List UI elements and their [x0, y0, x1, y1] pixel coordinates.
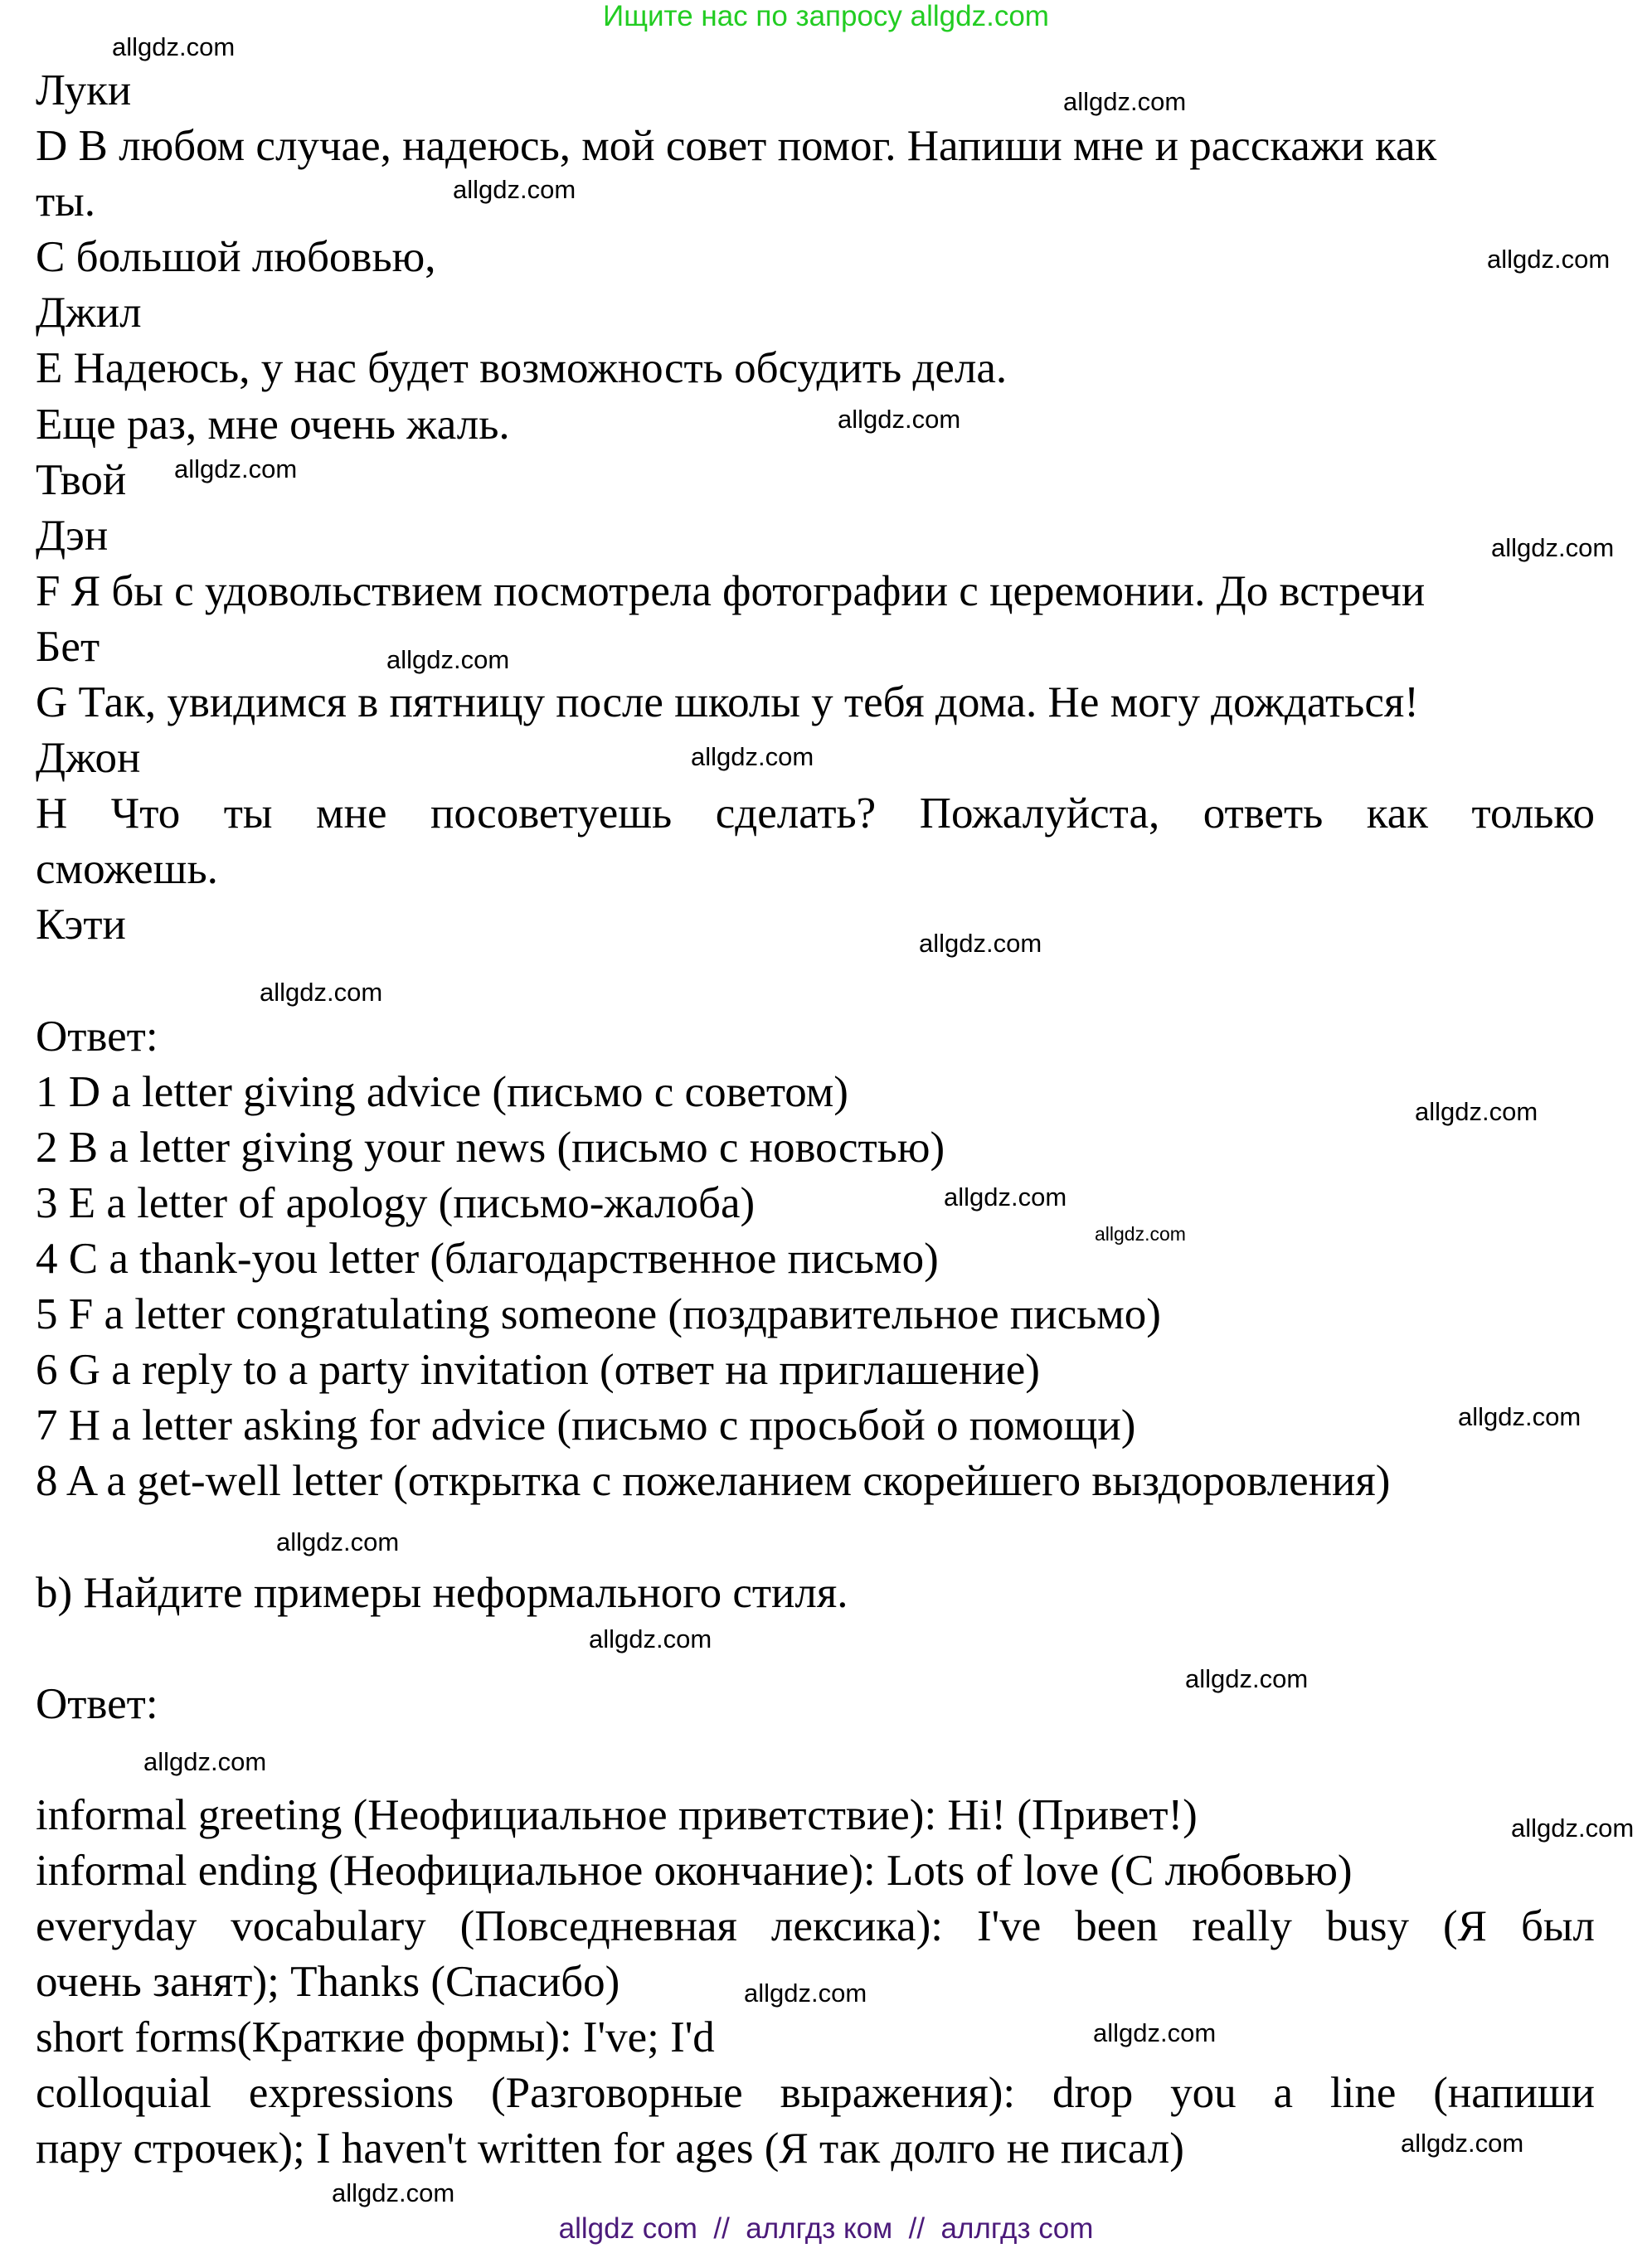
task-heading: b) Найдите примеры неформального стиля. [36, 1568, 848, 1617]
watermark: allgdz.com [944, 1182, 1067, 1211]
watermark: allgdz.com [1093, 2018, 1217, 2047]
text-line: Кэти [36, 901, 126, 949]
watermark: allgdz.com [838, 405, 961, 434]
answer-item: 1 D a letter giving advice (письмо с советом) [36, 1067, 848, 1116]
answer-line: пару строчек); I haven't written for ages (Я так долго не писал) [36, 2124, 1184, 2173]
answer-line: очень занят); Thanks (Спасибо) [36, 1958, 620, 2007]
text-line: Джон [36, 734, 141, 783]
watermark: allgdz.com [260, 978, 383, 1007]
watermark: allgdz.com [1401, 2129, 1524, 2158]
text-line: С большой любовью, [36, 233, 436, 282]
text-line: Джил [36, 289, 142, 337]
answer-label: Ответ: [36, 1012, 158, 1061]
answer-item: 8 A a get-well letter (открытка с пожеланием скорейшего выздоровления) [36, 1457, 1391, 1506]
top-banner: Ищите нас по запросу allgdz.com [603, 0, 1049, 32]
answer-item: 6 G a reply to a party invitation (ответ на приглашение) [36, 1346, 1040, 1395]
watermark: allgdz.com [386, 645, 510, 674]
watermark: allgdz.com [1095, 1223, 1186, 1245]
watermark: allgdz.com [1415, 1097, 1538, 1126]
watermark: allgdz.com [332, 2178, 455, 2207]
text-line: G Так, увидимся в пятницу после школы у тебя дома. Не могу дождаться! [36, 678, 1419, 727]
answer-item: 4 C a thank-you letter (благодарственное письмо) [36, 1234, 939, 1283]
text-line: Еще раз, мне очень жаль. [36, 400, 510, 449]
watermark: allgdz.com [112, 32, 236, 61]
watermark: allgdz.com [1511, 1814, 1635, 1843]
watermark: allgdz.com [1491, 533, 1615, 562]
watermark: allgdz.com [1487, 245, 1611, 274]
text-line: F Я бы с удовольствием посмотрела фотографии с церемонии. До встречи [36, 566, 1426, 615]
answer-line: informal greeting (Неофициальное приветствие): Hi! (Привет!) [36, 1790, 1198, 1839]
watermark: allgdz.com [1185, 1664, 1309, 1693]
watermark: allgdz.com [276, 1527, 400, 1556]
watermark: allgdz.com [919, 929, 1042, 958]
answer-line: informal ending (Неофициальное окончание): Lots of love (С любовью) [36, 1847, 1353, 1895]
answer-item: 2 B a letter giving your news (письмо с новостью) [36, 1123, 945, 1172]
document-body [36, 63, 1595, 2178]
watermark: allgdz.com [1063, 87, 1187, 116]
text-line: Луки [36, 66, 132, 114]
text-line: сможешь. [36, 845, 218, 894]
watermark: allgdz.com [453, 175, 576, 204]
watermark: allgdz.com [143, 1747, 267, 1776]
text-line: Бет [36, 622, 100, 671]
answer-line: short forms(Краткие формы): I've; I'd [36, 2013, 715, 2062]
watermark: allgdz.com [691, 742, 814, 771]
answer-item: 3 E a letter of apology (письмо-жалоба) [36, 1178, 756, 1227]
text-line: ты. [36, 177, 96, 226]
watermark: allgdz.com [744, 1979, 867, 2008]
answer-label: Ответ: [36, 1679, 158, 1728]
text-line: H Что ты мне посоветуешь сделать? Пожалуйста, ответь как только [36, 789, 1595, 838]
watermark: allgdz.com [174, 454, 298, 483]
watermark: allgdz.com [1458, 1402, 1582, 1431]
answer-line: colloquial expressions (Разговорные выражения): drop you a line (напиши [36, 2069, 1595, 2118]
watermark: allgdz.com [589, 1624, 712, 1653]
bottom-banner: allgdz com // аллгдз ком // аллгдз com [558, 2212, 1094, 2245]
answer-item: 7 H a letter asking for advice (письмо с просьбой о помощи) [36, 1401, 1136, 1450]
text-line: Твой [36, 455, 127, 504]
answer-item: 5 F a letter congratulating someone (поздравительное письмо) [36, 1290, 1161, 1339]
text-line: D В любом случае, надеюсь, мой совет помог. Напиши мне и расскажи как [36, 122, 1437, 171]
answer-line: everyday vocabulary (Повседневная лексика): I've been really busy (Я был [36, 1902, 1595, 1951]
text-line: Дэн [36, 511, 109, 560]
text-line: E Надеюсь, у нас будет возможность обсудить дела. [36, 344, 1008, 393]
